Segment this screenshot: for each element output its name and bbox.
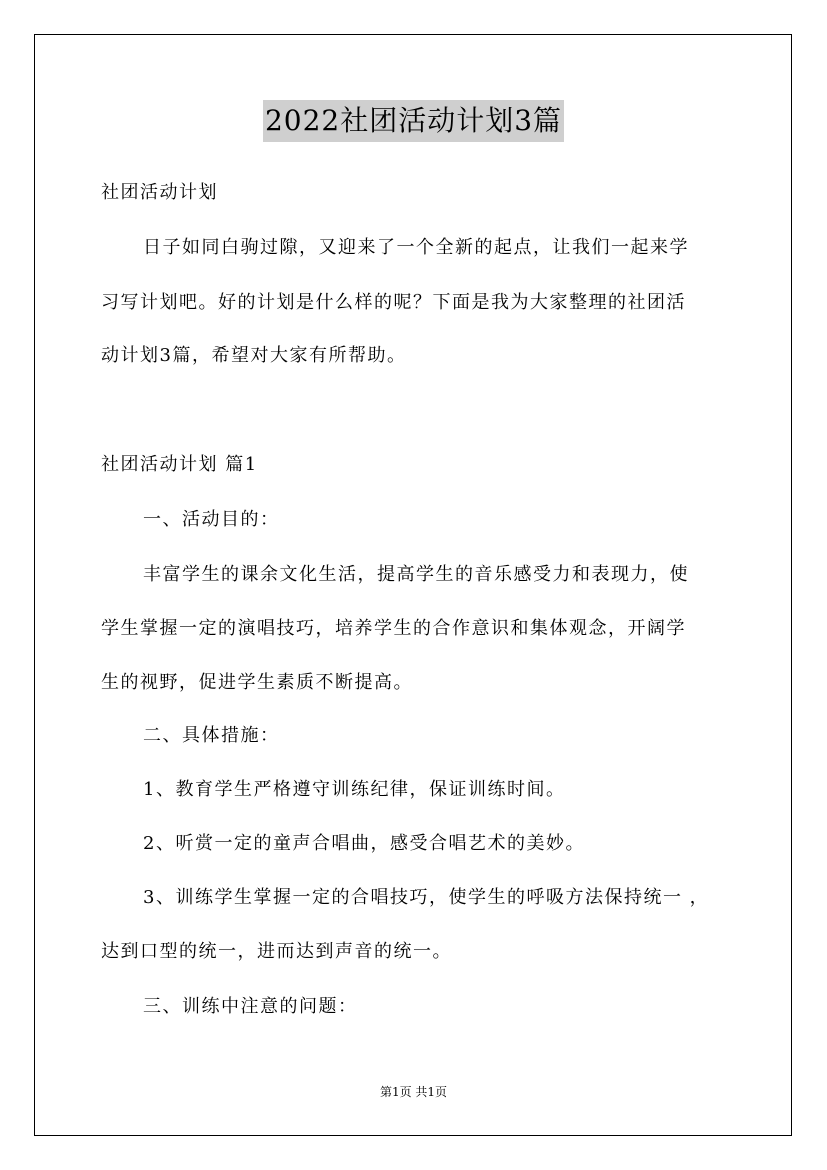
- paragraph-line: 生的视野，促进学生素质不断提高。: [101, 672, 413, 693]
- list-item: 3、训练学生掌握一定的合唱技巧，使学生的呼吸方法保持统一 ，: [143, 887, 710, 908]
- paragraph-line: 丰富学生的课余文化生活，提高学生的音乐感受力和表现力，使: [143, 564, 689, 585]
- subheading: 三、训练中注意的问题：: [143, 996, 358, 1017]
- paragraph-line: 日子如同白驹过隙，又迎来了一个全新的起点，让我们一起来学: [143, 237, 689, 258]
- paragraph-line: 习写计划吧。好的计划是什么样的呢？下面是我为大家整理的社团活: [101, 292, 686, 313]
- title-container: [0, 100, 827, 142]
- list-item: 1、教育学生严格遵守训练纪律，保证训练时间。: [143, 779, 566, 800]
- section-heading: 社团活动计划: [101, 182, 218, 203]
- list-item: 2、听赏一定的童声合唱曲，感受合唱艺术的美妙。: [143, 833, 585, 854]
- subheading: 一、活动目的：: [143, 509, 280, 530]
- paragraph-line: 达到口型的统一，进而达到声音的统一。: [101, 941, 452, 962]
- paragraph-line: 学生掌握一定的演唱技巧，培养学生的合作意识和集体观念，开阔学: [101, 618, 686, 639]
- subheading: 二、具体措施：: [143, 725, 280, 746]
- section-heading: 社团活动计划 篇1: [101, 454, 258, 475]
- paragraph-line: 动计划3篇，希望对大家有所帮助。: [101, 345, 407, 366]
- document-title: 2022社团活动计划3篇: [263, 100, 564, 142]
- page-footer: 第1页 共1页: [379, 1085, 448, 1099]
